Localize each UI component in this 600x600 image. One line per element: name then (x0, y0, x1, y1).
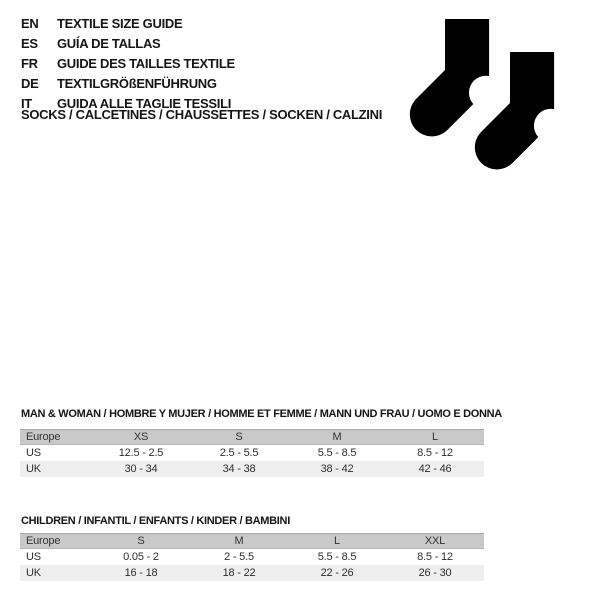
table-title-children: CHILDREN / INFANTIL / ENFANTS / KINDER / BAMBINI (21, 515, 290, 527)
language-row (21, 53, 235, 73)
language-label: GUIDE DES TAILLES TEXTILE (57, 55, 235, 71)
table-cell: 8.5 - 12 (417, 551, 453, 563)
language-label: TEXTILE SIZE GUIDE (57, 15, 183, 31)
table-cell: 30 - 34 (124, 463, 158, 475)
table-cell: 2 - 5.5 (224, 551, 254, 563)
table-row (20, 461, 484, 477)
socks-icon (400, 0, 580, 180)
table-cell: 34 - 38 (222, 463, 256, 475)
language-label: GUIDA ALLE TAGLIE TESSILI (57, 95, 232, 111)
language-code: IT (21, 95, 32, 111)
table-header-cell: XS (133, 431, 149, 443)
language-label: GUÍA DE TALLAS (57, 35, 161, 51)
table-header-row (20, 429, 484, 445)
table-cell: 8.5 - 12 (417, 447, 453, 459)
table-cell: 0.05 - 2 (123, 551, 159, 563)
table-header-cell: M (332, 431, 342, 443)
table-cell: 12.5 - 2.5 (118, 447, 164, 459)
language-code: DE (21, 75, 39, 91)
language-code: EN (21, 15, 39, 31)
table-row (20, 549, 484, 565)
table-cell: 26 - 30 (418, 567, 452, 579)
table-header-cell: M (234, 535, 244, 547)
table-cell: 38 - 42 (320, 463, 354, 475)
table-cell: 5.5 - 8.5 (317, 551, 357, 563)
table-cell: 2.5 - 5.5 (219, 447, 259, 459)
size-table-children (20, 533, 484, 581)
table-region-cell: UK (26, 463, 41, 475)
table-header-cell: S (235, 431, 243, 443)
table-header-cell: Europe (26, 431, 61, 443)
table-header-row (20, 533, 484, 549)
table-header-cell: L (334, 535, 340, 547)
table-cell: 18 - 22 (222, 567, 256, 579)
table-header-cell: S (137, 535, 145, 547)
table-header-cell: Europe (26, 535, 61, 547)
table-cell: 42 - 46 (418, 463, 452, 475)
table-region-cell: US (26, 551, 41, 563)
table-region-cell: US (26, 447, 41, 459)
table-title-man-woman: MAN & WOMAN / HOMBRE Y MUJER / HOMME ET FEMME / MANN UND FRAU / UOMO E DONNA (21, 408, 502, 420)
table-cell: 16 - 18 (124, 567, 158, 579)
language-label: TEXTILGRÖßENFÜHRUNG (57, 75, 217, 91)
language-code: ES (21, 35, 38, 51)
table-row (20, 565, 484, 581)
table-row (20, 445, 484, 461)
language-row (21, 33, 235, 53)
category-heading: SOCKS / CALCETINES / CHAUSSETTES / SOCKEN / CALZINI (21, 107, 383, 122)
table-cell: 5.5 - 8.5 (317, 447, 357, 459)
language-row (21, 13, 235, 33)
table-header-cell: L (432, 431, 438, 443)
language-code: FR (21, 55, 38, 71)
table-region-cell: UK (26, 567, 41, 579)
language-list (21, 13, 235, 113)
table-header-cell: XXL (424, 535, 446, 547)
table-cell: 22 - 26 (320, 567, 354, 579)
size-table-man-woman (20, 429, 484, 477)
language-row (21, 73, 235, 93)
